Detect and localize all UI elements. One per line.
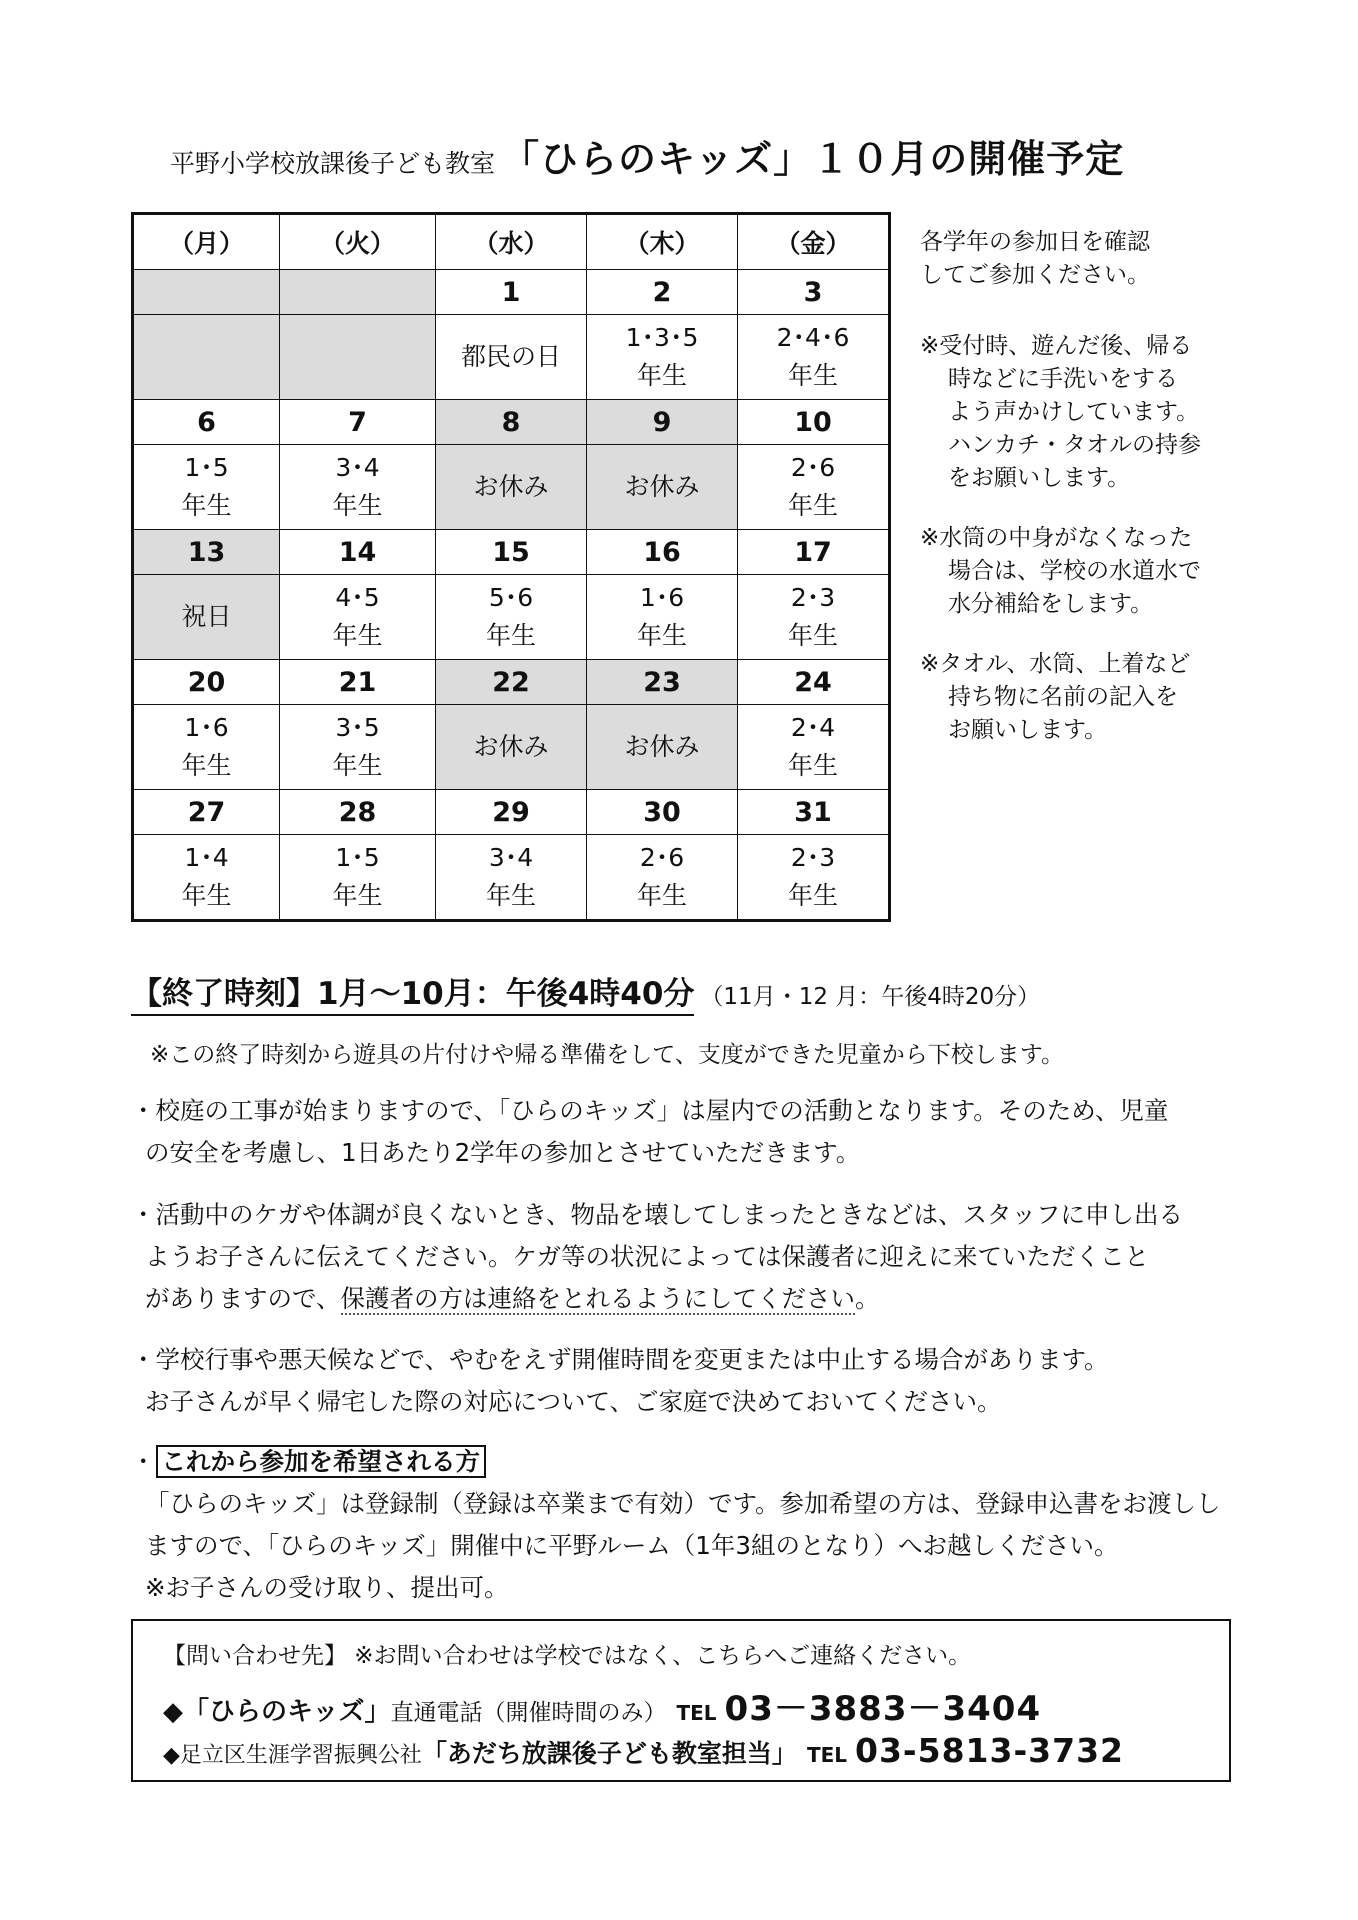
side-note-line: ※水筒の中身がなくなった xyxy=(920,525,1193,551)
calendar-info-text: 都民の日 xyxy=(460,342,561,371)
notice-registration xyxy=(131,1441,1221,1609)
calendar-info-cell xyxy=(133,445,280,530)
side-note-line: 水分補給をします。 xyxy=(948,591,1154,617)
calendar-info-cell xyxy=(738,445,890,530)
calendar-info-text: 年生 xyxy=(332,751,383,780)
calendar-date-cell xyxy=(280,270,436,315)
calendar-date-cell: 9 xyxy=(587,400,738,445)
side-intro-line: してご参加ください。 xyxy=(920,262,1150,288)
calendar-date-cell: 13 xyxy=(133,530,280,575)
calendar-info-text: 1･6 xyxy=(639,583,685,612)
end-time-main: 【終了時刻】1月～10月：午後4時40分 xyxy=(131,976,694,1016)
calendar-date-row xyxy=(133,660,890,705)
contact-adachi xyxy=(163,1731,1124,1770)
side-intro-line: 各学年の参加日を確認 xyxy=(920,229,1150,255)
calendar-date-cell: 20 xyxy=(133,660,280,705)
calendar-info-text: 2･3 xyxy=(790,583,836,612)
contact-hirano-kids xyxy=(163,1681,1041,1730)
calendar-date-row xyxy=(133,530,890,575)
calendar-date-cell: 8 xyxy=(436,400,587,445)
calendar-info-cell xyxy=(436,445,587,530)
calendar-info-text: 1･3･5 xyxy=(625,323,699,352)
calendar-info-cell xyxy=(133,575,280,660)
calendar-date-cell: 31 xyxy=(738,790,890,835)
contact-name: ◆「ひらのキッズ」 xyxy=(163,1697,391,1727)
calendar-info-row xyxy=(133,835,890,921)
calendar-date-cell: 23 xyxy=(587,660,738,705)
notice-line: お子さんが早く帰宅した際の対応について、ご家庭で決めておいてください。 xyxy=(145,1387,1002,1416)
weekday-mon: （月） xyxy=(133,214,280,270)
notice-line: ・校庭の工事が始まりますので、「ひらのキッズ」は屋内での活動となります。そのため、児童 xyxy=(131,1096,1169,1125)
calendar-date-row xyxy=(133,400,890,445)
calendar-info-text: 年生 xyxy=(787,621,838,650)
calendar-date-cell: 7 xyxy=(280,400,436,445)
notice-line: ・活動中のケガや体調が良くないとき、物品を壊してしまったときなどは、スタッフに申し出る xyxy=(131,1200,1184,1229)
calendar-info-text: 4･5 xyxy=(335,583,380,612)
calendar-date-cell: 6 xyxy=(133,400,280,445)
calendar-info-text: 年生 xyxy=(485,881,536,910)
calendar-info-text: 年生 xyxy=(787,881,838,910)
calendar-info-text: 年生 xyxy=(485,621,536,650)
calendar-info-text: 年生 xyxy=(181,881,232,910)
notice-line xyxy=(131,1278,1183,1320)
side-note-line: お願いします。 xyxy=(948,717,1108,743)
notice-line: ようお子さんに伝えてください。ケガ等の状況によっては保護者に迎えに来ていただくこと xyxy=(145,1242,1150,1271)
end-time xyxy=(131,968,1040,1013)
tel-label: TEL xyxy=(806,1743,847,1767)
calendar-info-text: お休み xyxy=(473,472,549,501)
calendar-info-text: 2･3 xyxy=(790,843,836,872)
calendar-info-cell xyxy=(436,315,587,400)
calendar-date-cell: 27 xyxy=(133,790,280,835)
calendar-date-cell: 14 xyxy=(280,530,436,575)
calendar-info-text: 年生 xyxy=(787,491,838,520)
page-title xyxy=(170,128,1124,183)
calendar-info-cell xyxy=(133,835,280,921)
notice-emphasis: 保護者の方は連絡をとれるようにしてください xyxy=(340,1284,856,1313)
side-note-line: をお願いします。 xyxy=(948,465,1131,491)
calendar-info-text: 年生 xyxy=(787,751,838,780)
schedule-calendar xyxy=(131,212,891,922)
side-note-line: ※タオル、水筒、上着など xyxy=(920,651,1191,677)
calendar-date-cell: 17 xyxy=(738,530,890,575)
calendar-info-text: 2･6 xyxy=(639,843,685,872)
calendar-date-cell: 28 xyxy=(280,790,436,835)
calendar-info-text: 年生 xyxy=(332,881,383,910)
calendar-info-text: 祝日 xyxy=(181,602,232,631)
notice-text: 。 xyxy=(855,1284,880,1313)
calendar-info-cell xyxy=(738,835,890,921)
calendar-date-cell: 15 xyxy=(436,530,587,575)
calendar-info-cell xyxy=(436,705,587,790)
calendar-info-cell xyxy=(587,835,738,921)
calendar-date-cell: 10 xyxy=(738,400,890,445)
calendar-info-cell xyxy=(280,705,436,790)
calendar-info-cell xyxy=(738,315,890,400)
tel-label: TEL xyxy=(676,1701,717,1725)
calendar-info-cell xyxy=(587,705,738,790)
contact-heading: 【問い合わせ先】 ※お問い合わせは学校ではなく、こちらへご連絡ください。 xyxy=(163,1643,972,1669)
title-subtitle: 平野小学校放課後子ども教室 xyxy=(170,149,496,178)
calendar-date-cell: 24 xyxy=(738,660,890,705)
calendar-info-text: 2･6 xyxy=(790,453,836,482)
weekday-header-row xyxy=(133,214,890,270)
contact-desc: 直通電話（開催時間のみ） xyxy=(390,1700,667,1726)
calendar-info-text: 3･4 xyxy=(488,843,534,872)
calendar-info-cell xyxy=(738,575,890,660)
calendar-info-cell xyxy=(133,705,280,790)
calendar-info-cell xyxy=(587,315,738,400)
notice-line: の安全を考慮し、1日あたり2学年の参加とさせていただきます。 xyxy=(145,1138,861,1167)
calendar-date-cell: 2 xyxy=(587,270,738,315)
calendar-info-cell xyxy=(280,315,436,400)
calendar-info-text: 5･6 xyxy=(488,583,534,612)
side-note-line: ハンカチ・タオルの持参 xyxy=(948,432,1201,458)
title-main: 「ひらのキッズ」１０月の開催予定 xyxy=(501,137,1125,181)
calendar-info-cell xyxy=(280,445,436,530)
notice-injury xyxy=(131,1194,1183,1320)
side-note-handwash xyxy=(920,330,1201,495)
calendar-info-cell xyxy=(738,705,890,790)
calendar-info-text: 1･4 xyxy=(184,843,229,872)
calendar-info-text: 年生 xyxy=(636,621,687,650)
calendar-date-cell: 30 xyxy=(587,790,738,835)
side-note-line: 持ち物に名前の記入を xyxy=(948,684,1178,710)
notice-text: がありますので、 xyxy=(145,1284,341,1313)
side-note-line: 場合は、学校の水道水で xyxy=(948,558,1201,584)
calendar-date-cell: 22 xyxy=(436,660,587,705)
calendar-info-text: 年生 xyxy=(332,621,383,650)
calendar-info-text: 年生 xyxy=(181,491,232,520)
notice-registration-title: これから参加を希望される方 xyxy=(156,1445,487,1478)
calendar-info-text: 年生 xyxy=(181,751,232,780)
end-time-sub: （11月・12 月：午後4時20分） xyxy=(700,984,1041,1010)
calendar-date-cell: 3 xyxy=(738,270,890,315)
calendar-info-text: 年生 xyxy=(636,881,687,910)
contact-desc: 「あだち放課後子ども教室担当」 xyxy=(421,1739,797,1768)
calendar-info-text: お休み xyxy=(473,732,549,761)
weekday-tue: （火） xyxy=(280,214,436,270)
calendar-info-text: 2･4･6 xyxy=(776,323,850,352)
end-time-note: ※この終了時刻から遊具の片付けや帰る準備をして、支度ができた児童から下校します。 xyxy=(150,1042,1064,1068)
calendar-info-cell xyxy=(133,315,280,400)
side-note-line: よう声かけしています。 xyxy=(948,399,1200,425)
calendar-info-cell xyxy=(280,575,436,660)
calendar-info-text: 1･5 xyxy=(184,453,229,482)
calendar-info-row xyxy=(133,445,890,530)
notice-title-line xyxy=(131,1441,1221,1483)
weekday-fri: （金） xyxy=(738,214,890,270)
notice-line: ますので、「ひらのキッズ」開催中に平野ルーム（1年3組のとなり）へお越しください。 xyxy=(145,1531,1119,1560)
contact-phone: 03-5813-3732 xyxy=(855,1731,1125,1770)
calendar-date-row xyxy=(133,270,890,315)
calendar-info-cell xyxy=(436,835,587,921)
calendar-info-text: 3･5 xyxy=(335,713,380,742)
calendar-info-row xyxy=(133,705,890,790)
calendar-info-cell xyxy=(436,575,587,660)
notice-indoor xyxy=(131,1090,1168,1174)
side-note-water xyxy=(920,522,1201,621)
notice-schedule-change xyxy=(131,1339,1109,1423)
calendar-info-row xyxy=(133,575,890,660)
calendar-date-cell xyxy=(133,270,280,315)
calendar-info-text: お休み xyxy=(624,732,700,761)
notice-line: 「ひらのキッズ」は登録制（登録は卒業まで有効）です。参加希望の方は、登録申込書をお渡しし xyxy=(145,1489,1221,1518)
calendar-date-cell: 1 xyxy=(436,270,587,315)
side-note-names xyxy=(920,648,1190,747)
calendar-info-text: 3･4 xyxy=(335,453,380,482)
notice-line: ※お子さんの受け取り、提出可。 xyxy=(145,1573,509,1602)
calendar-info-row xyxy=(133,315,890,400)
weekday-wed: （水） xyxy=(436,214,587,270)
notice-bullet: ・ xyxy=(131,1447,156,1476)
calendar-date-cell: 16 xyxy=(587,530,738,575)
calendar-info-cell xyxy=(587,445,738,530)
calendar-info-text: お休み xyxy=(624,472,700,501)
contact-name: ◆足立区生涯学習振興公社 xyxy=(163,1743,422,1768)
calendar-info-cell xyxy=(280,835,436,921)
calendar-info-text: 1･6 xyxy=(184,713,229,742)
side-note-line: ※受付時、遊んだ後、帰る xyxy=(920,333,1193,359)
calendar-info-text: 1･5 xyxy=(335,843,380,872)
calendar-info-cell xyxy=(587,575,738,660)
calendar-info-text: 年生 xyxy=(636,361,687,390)
weekday-thu: （木） xyxy=(587,214,738,270)
calendar-date-cell: 29 xyxy=(436,790,587,835)
calendar-info-text: 年生 xyxy=(332,491,383,520)
contact-box xyxy=(131,1619,1231,1782)
calendar-date-row xyxy=(133,790,890,835)
calendar-info-text: 2･4 xyxy=(790,713,836,742)
side-note-line: 時などに手洗いをする xyxy=(948,366,1178,392)
calendar-date-cell: 21 xyxy=(280,660,436,705)
side-intro xyxy=(920,226,1150,292)
calendar-info-text: 年生 xyxy=(787,361,838,390)
notice-line: ・学校行事や悪天候などで、やむをえず開催時間を変更または中止する場合があります。 xyxy=(131,1345,1109,1374)
contact-phone: 03－3883－3404 xyxy=(724,1689,1042,1729)
